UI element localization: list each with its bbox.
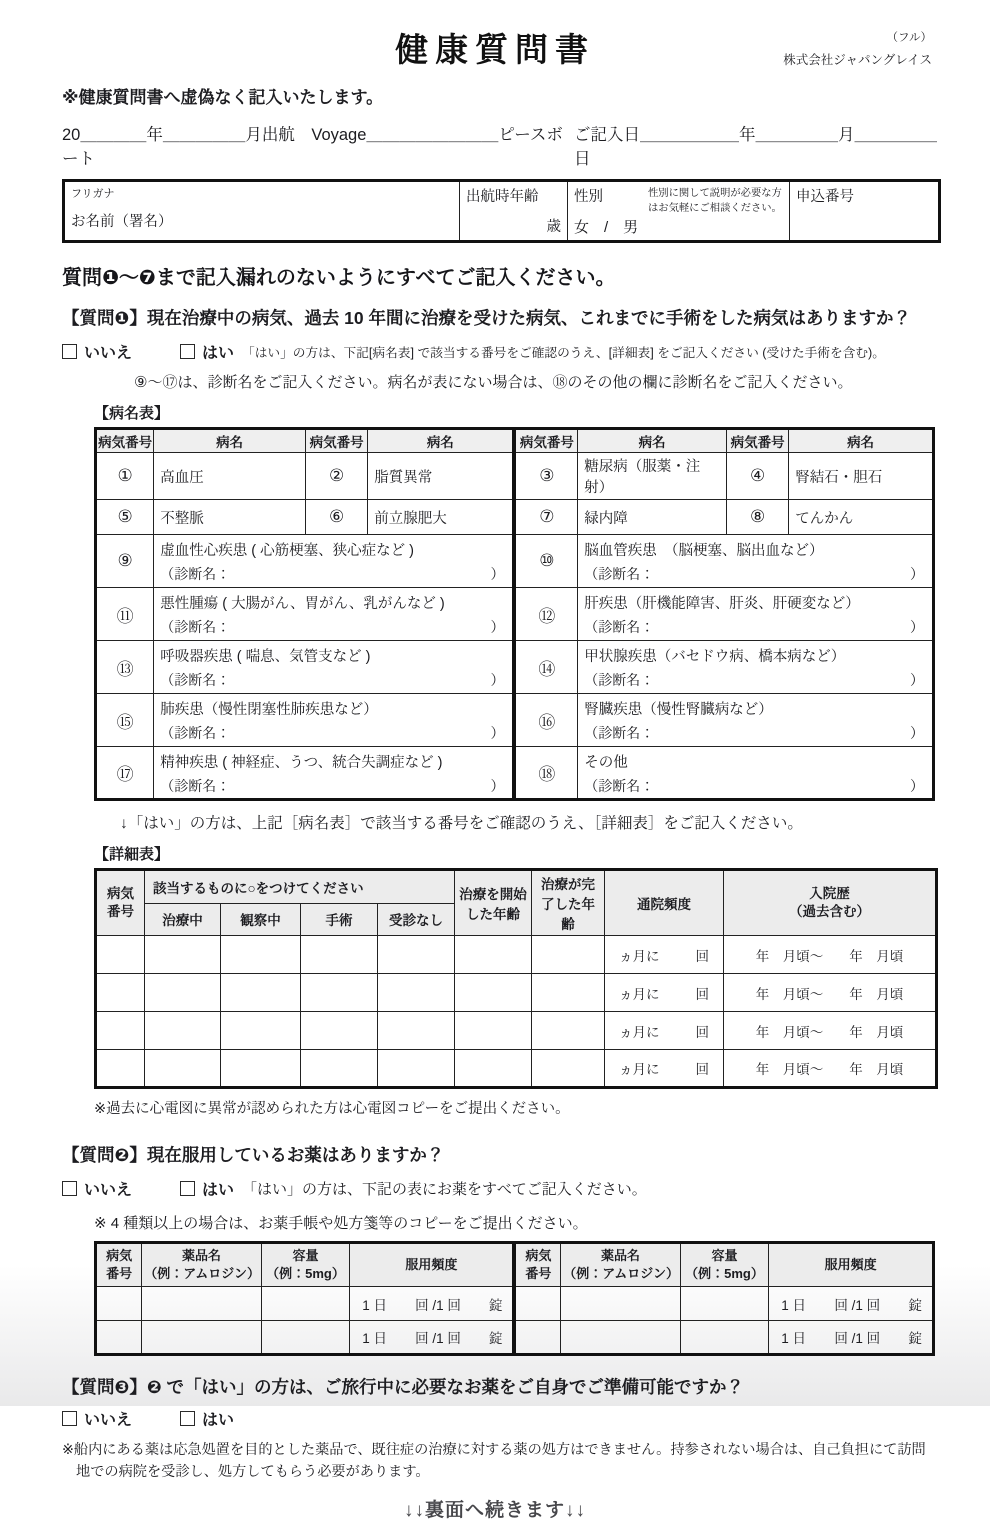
hospitalization-input[interactable]: 年 月頃〜 年 月頃 (724, 936, 937, 974)
q3-yes-checkbox[interactable] (180, 1411, 195, 1426)
onboard-medicine-note: ※船内にある薬は応急処置を目的とした薬品で、既往症の治療に対する薬の処方はできません。持参されない場合は、自己負担にて訪問 地での病院を受診し、処方してもらう必要があります。 (62, 1442, 926, 1480)
under-observation-input[interactable] (221, 1050, 301, 1088)
diagnosis-blank[interactable]: （診断名： ） (584, 672, 924, 688)
sex-field[interactable] (568, 181, 790, 242)
col-dose: 容量 （例：5mg） (261, 1243, 349, 1287)
application-number-label: 申込番号 (796, 189, 854, 205)
col-disease-number: 病気 番号 (96, 870, 145, 936)
col-in-treatment: 治療中 (145, 903, 221, 935)
disease-number: ⑭ (514, 641, 577, 694)
disease-table-header (96, 429, 934, 453)
frequency-input[interactable]: 1 日 回 /1 回 錠 (769, 1321, 934, 1355)
col-frequency: 服用頻度 (769, 1243, 934, 1287)
q1-no-checkbox[interactable] (62, 344, 77, 359)
diagnosis-blank[interactable]: （診断名： ） (160, 672, 505, 688)
disease-name-with-diagnosis: 精神疾患 ( 神経症、うつ、統合失調症など ) （診断名： ） (154, 747, 515, 800)
frequency-input[interactable]: 1 日 回 /1 回 錠 (350, 1287, 515, 1321)
col-hospitalization-history: 入院歴 （過去含む） (724, 870, 937, 936)
q2-no-label: いいえ (84, 1182, 133, 1199)
company-name: 株式会社ジャパングレイス (783, 52, 932, 67)
name-field[interactable] (64, 181, 460, 242)
col-treatment-end-age: 治療が完了した年齢 (532, 870, 605, 936)
sex-label: 性別 (574, 189, 603, 205)
q2-yes-label: はい (202, 1182, 235, 1199)
detail-table-header-row1 (96, 870, 937, 904)
disease-name-with-diagnosis: 脳血管疾患 （脳梗塞、脳出血など） （診断名： ） (578, 535, 934, 588)
disease-number-input[interactable] (514, 1287, 560, 1321)
disease-row-1-4 (96, 453, 934, 500)
question2-answer-row (62, 1177, 990, 1200)
col-surgery: 手術 (301, 903, 378, 935)
frequency-input[interactable]: 1 日 回 /1 回 錠 (769, 1287, 934, 1321)
q2-yes-checkbox[interactable] (180, 1181, 195, 1196)
disease-name-with-diagnosis: 腎臓疾患（慢性腎臓病など） （診断名： ） (578, 694, 934, 747)
col-disease-name: 病名 (368, 429, 515, 453)
col-disease-name: 病名 (578, 429, 727, 453)
continue-on-back-note: ↓↓裏面へ続きます↓↓ (403, 1500, 586, 1521)
start-age-input[interactable] (455, 1012, 532, 1050)
disease-number-input[interactable] (96, 1050, 145, 1088)
medicine-name-input[interactable] (142, 1287, 262, 1321)
disease-name-with-diagnosis: 呼吸器疾患 ( 喘息、気管支など ) （診断名： ） (154, 641, 515, 694)
disease-number: ⑯ (514, 694, 577, 747)
in-treatment-input[interactable] (145, 1012, 221, 1050)
col-circle-instruction: 該当するものに○をつけてください (145, 870, 455, 904)
q1-sub-note: ⑨〜⑰は、診断名をご記入ください。病名が表にない場合は、⑱のその他の欄に診断名をご記入ください。 (134, 374, 853, 391)
col-disease-number: 病気 番号 (96, 1243, 142, 1287)
end-age-input[interactable] (532, 974, 605, 1012)
disease-number-input[interactable] (96, 936, 145, 974)
q1-yes-label: はい (202, 345, 235, 362)
col-disease-number: 病気 番号 (514, 1243, 560, 1287)
hospitalization-input[interactable]: 年 月頃〜 年 月頃 (724, 1050, 937, 1088)
disease-name: てんかん (789, 500, 934, 535)
question1-title: 【質問❶】現在治療中の病気、過去 10 年間に治療を受けた病気、これまでに手術をした病気はありますか？ (62, 308, 912, 328)
entry-date-blank-line[interactable]: ご記入日＿＿＿＿＿＿年＿＿＿＿＿月＿＿＿＿＿日 (574, 126, 938, 168)
voyage-date-row (62, 121, 938, 169)
medicine-row (96, 1321, 934, 1355)
disease-name-with-diagnosis: 甲状腺疾患（バセドウ病、橋本病など） （診断名： ） (578, 641, 934, 694)
detail-table-label: 【詳細表】 (94, 846, 170, 863)
diagnosis-blank[interactable]: （診断名： ） (160, 777, 505, 794)
col-disease-name: 病名 (789, 429, 934, 453)
age-field[interactable] (460, 181, 568, 242)
detail-row (96, 936, 937, 974)
surgery-input[interactable] (301, 1012, 378, 1050)
medicine-row (96, 1287, 934, 1321)
no-consultation-input[interactable] (378, 936, 455, 974)
disease-name: 不整脈 (154, 500, 306, 535)
start-age-input[interactable] (455, 974, 532, 1012)
diagnosis-blank[interactable]: （診断名： ） (584, 566, 924, 582)
start-age-input[interactable] (455, 936, 532, 974)
disease-row-5-8 (96, 500, 934, 535)
form-type-note: （フル） (886, 32, 932, 44)
header-corner (783, 28, 932, 71)
under-observation-input[interactable] (221, 1012, 301, 1050)
medicine-name-input[interactable] (561, 1287, 681, 1321)
q1-yes-note: 「はい」の方は、下記[病名表] で該当する番号をご確認のうえ、[詳細表] をご記入ください (受けた手術を含む)。 (242, 346, 885, 360)
q2-copy-note: ※ 4 種類以上の場合は、お薬手帳や処方箋等のコピーをご提出ください。 (94, 1215, 588, 1232)
disease-name: 高血圧 (154, 453, 306, 500)
col-medicine-name: 薬品名 （例：アムロジン） (561, 1243, 681, 1287)
dose-input[interactable] (261, 1287, 349, 1321)
disease-number-input[interactable] (96, 1012, 145, 1050)
q3-no-label: いいえ (84, 1412, 133, 1429)
disease-number: ⑤ (96, 500, 154, 535)
diagnosis-blank[interactable]: （診断名： ） (160, 725, 505, 741)
medicine-table (94, 1241, 935, 1356)
diagnosis-blank[interactable]: （診断名： ） (160, 566, 505, 582)
in-treatment-input[interactable] (145, 974, 221, 1012)
hospitalization-input[interactable]: 年 月頃〜 年 月頃 (724, 974, 937, 1012)
disease-name: 緑内障 (578, 500, 727, 535)
col-under-observation: 観察中 (221, 903, 301, 935)
disease-number-input[interactable] (96, 1287, 142, 1321)
no-consultation-input[interactable] (378, 1050, 455, 1088)
frequency-input[interactable]: 1 日 回 /1 回 錠 (350, 1321, 515, 1355)
dose-input[interactable] (680, 1321, 768, 1355)
disease-number: ⑬ (96, 641, 154, 694)
diagnosis-blank[interactable]: （診断名： ） (584, 777, 924, 794)
col-treatment-start-age: 治療を開始した年齢 (455, 870, 532, 936)
detail-row (96, 1012, 937, 1050)
name-label: お名前（署名） (71, 214, 173, 230)
applicant-info-table (62, 179, 941, 243)
disease-number: ③ (514, 453, 577, 500)
col-visit-frequency: 通院頻度 (605, 870, 724, 936)
medicine-name-input[interactable] (561, 1321, 681, 1355)
disease-name: 前立腺肥大 (368, 500, 515, 535)
disease-name-with-diagnosis: 虚血性心疾患 ( 心筋梗塞、狭心症など ) （診断名： ） (154, 535, 515, 588)
disease-table-label: 【病名表】 (94, 405, 170, 422)
col-disease-number: 病気番号 (305, 429, 367, 453)
start-age-input[interactable] (455, 1050, 532, 1088)
q3-yes-label: はい (202, 1412, 235, 1429)
diagnosis-blank[interactable]: （診断名： ） (584, 619, 924, 635)
disease-number: ⑧ (726, 500, 788, 535)
q1-no-label: いいえ (84, 345, 133, 362)
page-title: 健康質問書 (395, 31, 595, 68)
dose-input[interactable] (261, 1321, 349, 1355)
disease-number-input[interactable] (96, 1321, 142, 1355)
disease-number: ① (96, 453, 154, 500)
diagnosis-blank[interactable]: （診断名： ） (584, 725, 924, 741)
end-age-input[interactable] (532, 1012, 605, 1050)
furigana-label: フリガナ (71, 188, 115, 200)
q2-yes-note: 「はい」の方は、下記の表にお薬をすべてご記入ください。 (242, 1181, 647, 1198)
disease-number: ⑱ (514, 747, 577, 800)
disease-number: ④ (726, 453, 788, 500)
disease-number: ⑪ (96, 588, 154, 641)
col-medicine-name: 薬品名 （例：アムロジン） (142, 1243, 262, 1287)
question3-answer-row (62, 1407, 990, 1430)
fill-all-instruction: 質問❶〜❼まで記入漏れのないようにすべてご記入ください。 (62, 267, 616, 289)
end-age-input[interactable] (532, 1050, 605, 1088)
question1-answer-row (62, 340, 990, 363)
hospitalization-input[interactable]: 年 月頃〜 年 月頃 (724, 1012, 937, 1050)
in-treatment-input[interactable] (145, 936, 221, 974)
age-label: 出航時年齢 (466, 189, 539, 205)
visit-frequency-input[interactable]: ヵ月に 回 (605, 1012, 724, 1050)
no-consultation-input[interactable] (378, 974, 455, 1012)
question2-title: 【質問❷】現在服用しているお薬はありますか？ (62, 1145, 445, 1165)
medicine-name-input[interactable] (142, 1321, 262, 1355)
under-observation-input[interactable] (221, 936, 301, 974)
under-observation-input[interactable] (221, 974, 301, 1012)
dose-input[interactable] (680, 1287, 768, 1321)
col-dose: 容量 （例：5mg） (680, 1243, 768, 1287)
disease-number-input[interactable] (96, 974, 145, 1012)
disease-name-table (94, 427, 935, 801)
in-treatment-input[interactable] (145, 1050, 221, 1088)
age-unit-label: 歳 (546, 219, 561, 235)
disease-name-with-diagnosis: 肝疾患（肝機能障害、肝炎、肝硬変など） （診断名： ） (578, 588, 934, 641)
disease-row-11-12 (96, 588, 934, 641)
q3-no-checkbox[interactable] (62, 1411, 77, 1426)
visit-frequency-input[interactable]: ヵ月に 回 (605, 1050, 724, 1088)
col-disease-number: 病気番号 (96, 429, 154, 453)
visit-frequency-input[interactable]: ヵ月に 回 (605, 936, 724, 974)
detail-row (96, 1050, 937, 1088)
disease-name: 脂質異常 (368, 453, 515, 500)
col-no-consultation: 受診なし (378, 903, 455, 935)
question3-title: 【質問❸】❷ で「はい」の方は、ご旅行中に必要なお薬をご自身でご準備可能ですか？ (62, 1377, 744, 1397)
col-disease-number: 病気番号 (514, 429, 577, 453)
medicine-table-header (96, 1243, 934, 1287)
disease-number: ⑨ (96, 535, 154, 588)
q2-no-checkbox[interactable] (62, 1181, 77, 1196)
col-disease-number: 病気番号 (726, 429, 788, 453)
disease-name-with-diagnosis: 悪性腫瘍 ( 大腸がん、胃がん、乳がんなど ) （診断名： ） (154, 588, 515, 641)
diagnosis-blank[interactable]: （診断名： ） (160, 619, 505, 635)
ecg-note: ※過去に心電図に異常が認められた方は心電図コピーをご提出ください。 (94, 1101, 570, 1117)
disease-number: ⑮ (96, 694, 154, 747)
end-age-input[interactable] (532, 936, 605, 974)
disease-number-input[interactable] (514, 1321, 560, 1355)
surgery-input[interactable] (301, 974, 378, 1012)
voyage-blank-line[interactable]: 20＿＿＿＿年＿＿＿＿＿月出航 Voyage＿＿＿＿＿＿＿＿ピースボート (62, 126, 563, 168)
disease-row-13-14 (96, 641, 934, 694)
surgery-input[interactable] (301, 1050, 378, 1088)
application-number-field[interactable] (790, 181, 940, 242)
disease-number: ⑩ (514, 535, 577, 588)
col-frequency: 服用頻度 (350, 1243, 515, 1287)
detail-row (96, 974, 937, 1012)
surgery-input[interactable] (301, 936, 378, 974)
sex-help-note: 性別に関して説明が必要な方はお気軽にご相談ください。 (648, 188, 782, 214)
q1-yes-checkbox[interactable] (180, 344, 195, 359)
disease-number: ⑥ (305, 500, 367, 535)
disease-number: ⑰ (96, 747, 154, 800)
disease-row-15-16 (96, 694, 934, 747)
no-consultation-input[interactable] (378, 1012, 455, 1050)
sex-options[interactable]: 女 / 男 (574, 219, 639, 236)
yes-detail-arrow-note: ↓「はい」の方は、上記［病名表］で該当する番号をご確認のうえ、［詳細表］をご記入ください。 (120, 815, 803, 832)
disease-name-with-diagnosis: 肺疾患（慢性閉塞性肺疾患など） （診断名： ） (154, 694, 515, 747)
disease-row-17-18 (96, 747, 934, 800)
col-disease-name: 病名 (154, 429, 306, 453)
disease-name: 腎結石・胆石 (789, 453, 934, 500)
visit-frequency-input[interactable]: ヵ月に 回 (605, 974, 724, 1012)
disease-number: ② (305, 453, 367, 500)
disease-row-9-10 (96, 535, 934, 588)
disease-name-with-diagnosis: その他 （診断名： ） (578, 747, 934, 800)
disease-number: ⑫ (514, 588, 577, 641)
pledge-text: ※健康質問書へ虚偽なく記入いたします。 (62, 88, 384, 107)
detail-table (94, 868, 938, 1089)
disease-name: 糖尿病（服薬・注射） (578, 453, 727, 500)
disease-number: ⑦ (514, 500, 577, 535)
